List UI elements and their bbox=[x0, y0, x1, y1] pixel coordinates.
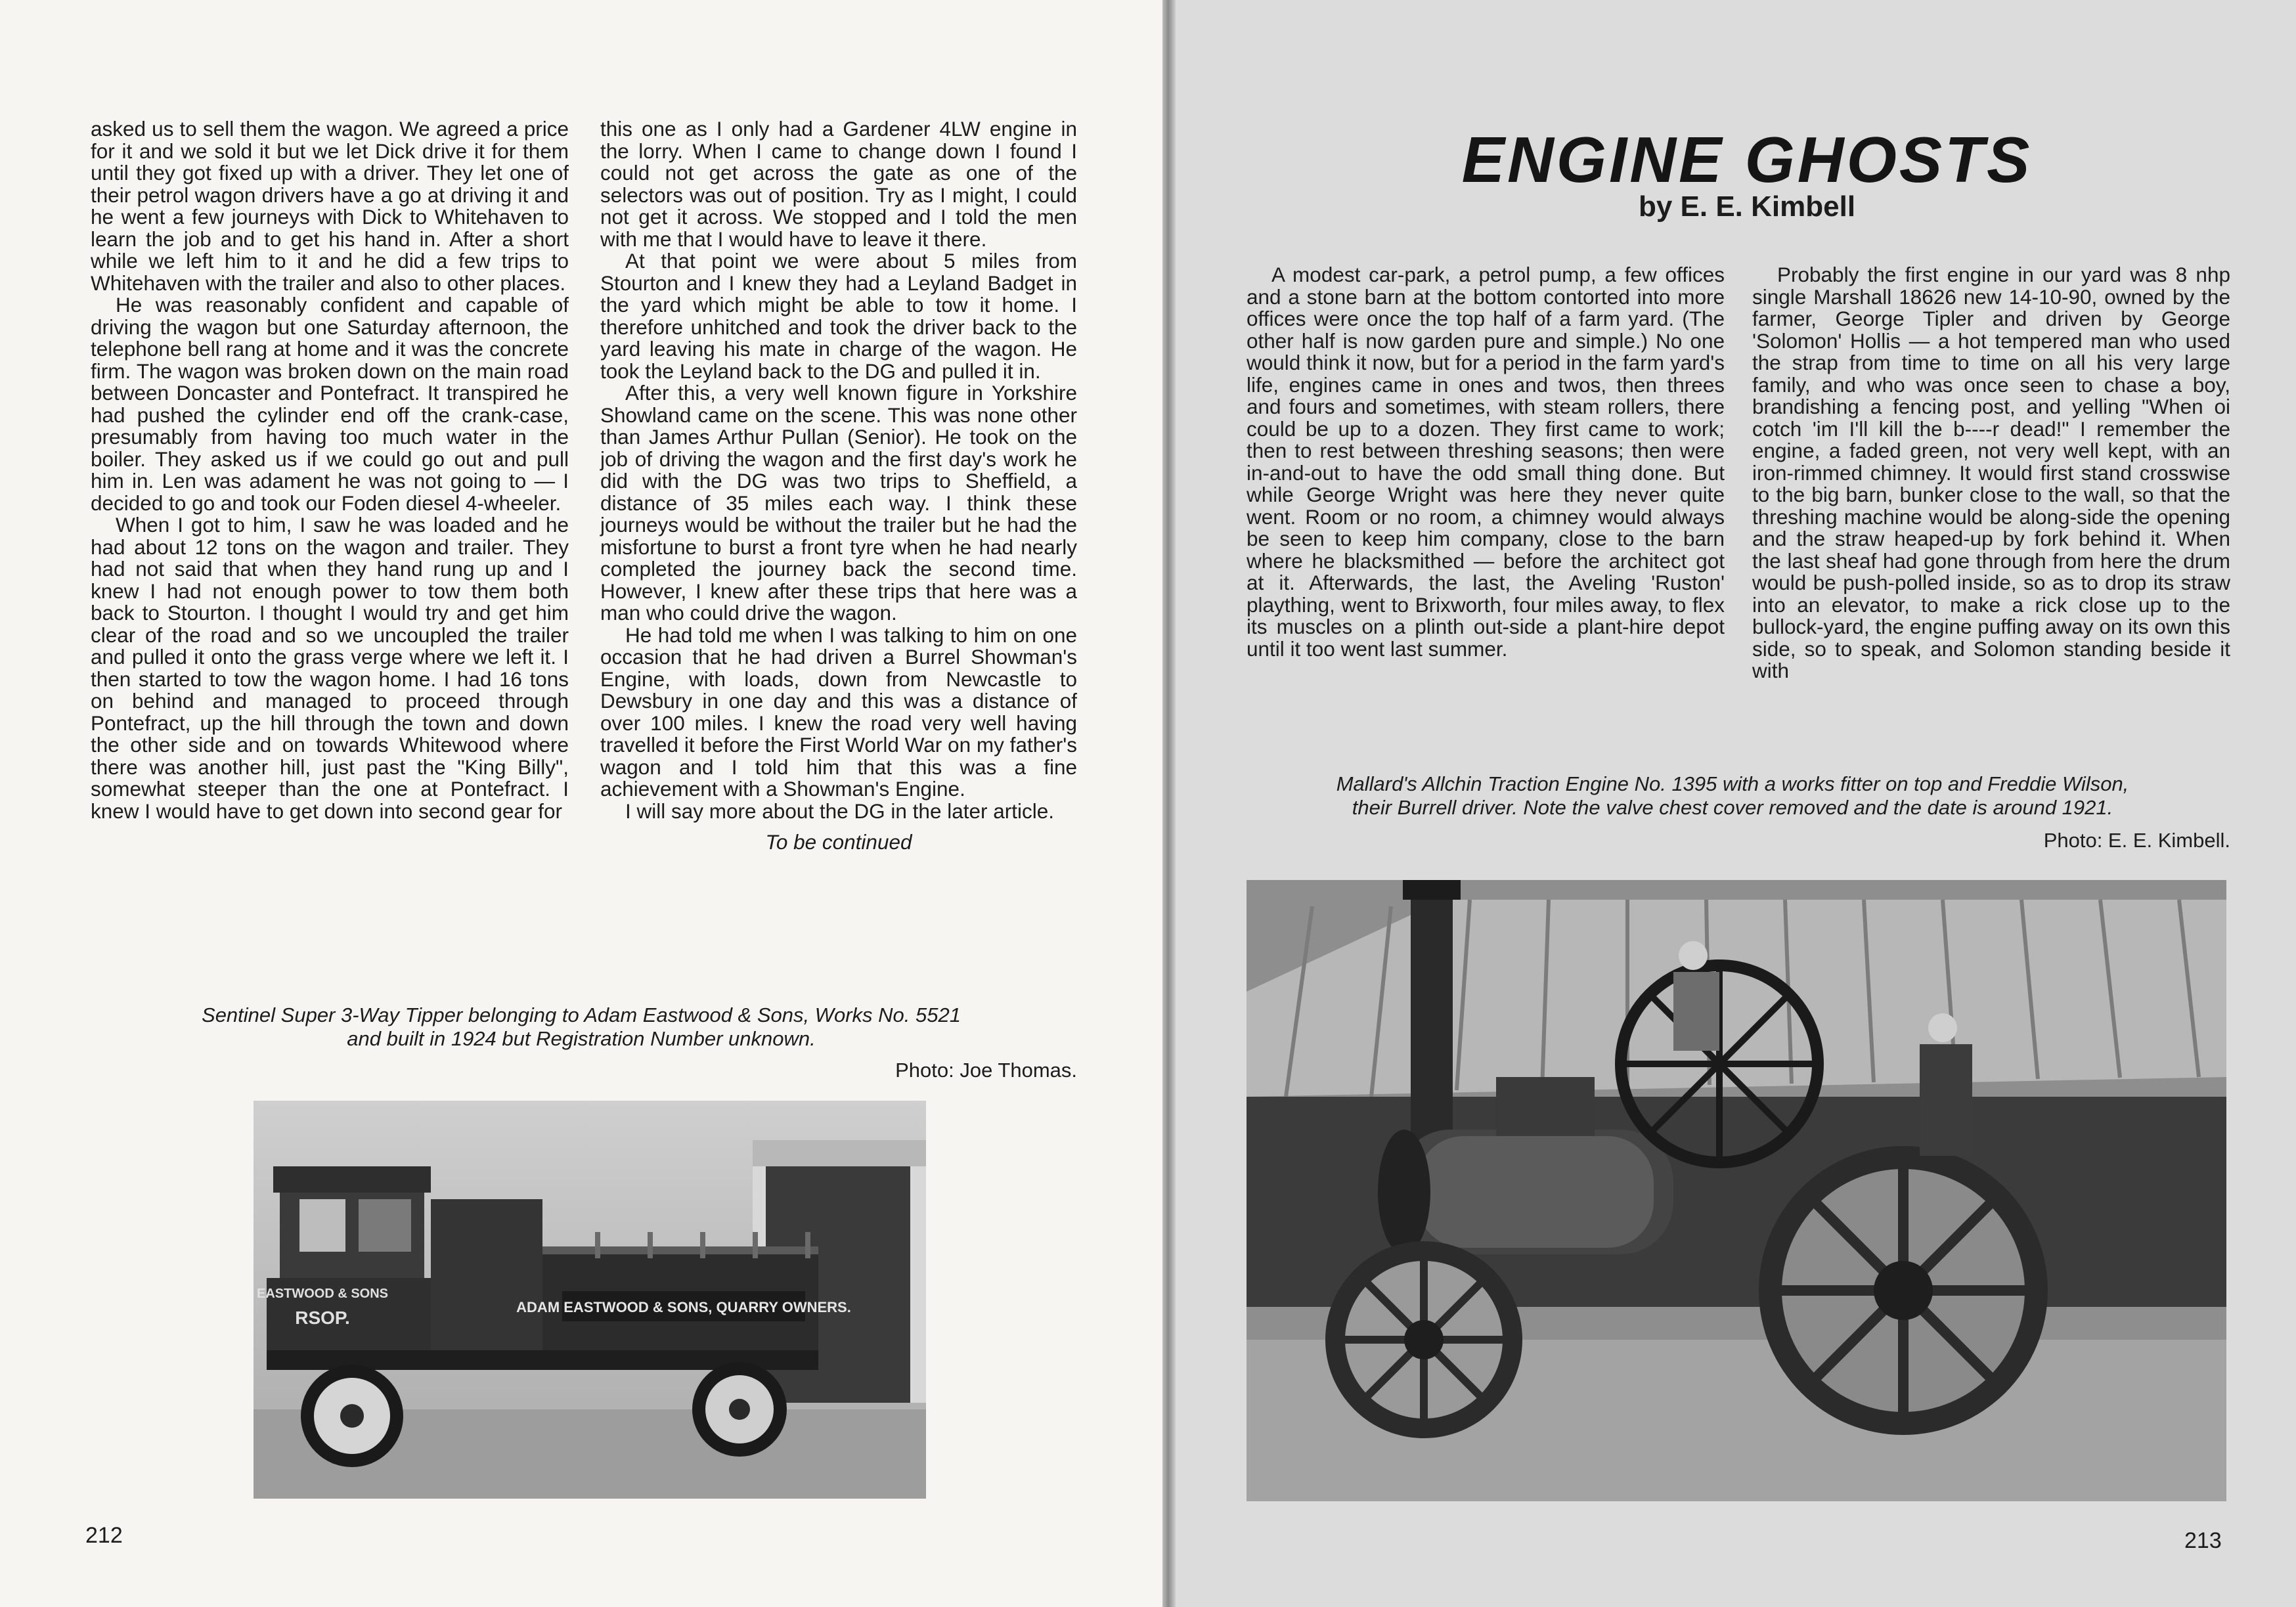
paragraph: After this, a very well known figure in Yorkshire Showland came on the scene. This was none other than James Arthur Pullan (Senior). He took on the job of driving the wagon and the first day's work he did with the DG was two trips to Sheffield, a distance of 35 miles each way. I think these journeys would be without the trailer but he had the misfortune to burst a front tyre when he had nearly completed the journey back the second time. However, I knew after these trips that here was a man who could drive the wagon. bbox=[600, 381, 1077, 625]
rear-wheel bbox=[1759, 1146, 2048, 1435]
paragraph: When I got to him, I saw he was loaded and he had about 12 tons on the wagon and trailer. They had not said that when they hand rung up and I knew I had not enough power to tow them both back to Stourton. I thought I would try and get him clear of the road and so we uncoupled the trailer and pulled it onto the grass verge where we left it. I then started to tow the wagon home. I had 16 tons on behind and managed to proceed through Pontefract, up the hill through the town and down the other side and on towards Whitewood where there was another hill, just past the "King Billy", somewhat steeper than the one at Pontefract. I knew I would have to get down into second gear for bbox=[91, 513, 569, 823]
paragraph: He had told me when I was talking to him on one occasion that he had driven a Burrel Showman's Engine, with loads, down from Newcastle to Dewsbury in one day and this was a distance of over 100 miles. I knew the road very well having travelled it before the First World War on my father's wagon and I told him that this was a fine achievement with a Showman's Engine. bbox=[600, 623, 1077, 801]
traction-engine-photo bbox=[1247, 880, 2226, 1501]
lorry-side-lettering: ADAM EASTWOOD & SONS, QUARRY OWNERS. bbox=[516, 1299, 851, 1315]
page-number: 213 bbox=[2184, 1528, 2222, 1553]
right-article-column-2 bbox=[1752, 264, 2230, 682]
caption-line-1: Sentinel Super 3-Way Tipper belonging to Adam Eastwood & Sons, Works No. 5521 bbox=[202, 1003, 961, 1026]
left-photo-credit: Photo: Joe Thomas. bbox=[895, 1059, 1077, 1082]
right-photo-caption bbox=[1235, 772, 2230, 820]
right-article-column-1 bbox=[1247, 264, 1725, 660]
right-photo-credit: Photo: E. E. Kimbell. bbox=[2043, 829, 2230, 852]
to-be-continued: To be continued bbox=[765, 830, 912, 854]
paragraph: asked us to sell them the wagon. We agreed a price for it and we sold it but we let Dick drive it for them until they got fixed up with a driver. They let one of their petrol wagon drivers have a go at driving it and he went a few journeys with Dick to Whitehaven to learn the job and to get his hand in. After a short while we left him to it and he did a few trips to Whitehaven with the trailer and also to other places. bbox=[91, 117, 569, 295]
caption-line-1: Mallard's Allchin Traction Engine No. 1395 with a works fitter on top and Freddie Wilson, bbox=[1336, 772, 2129, 795]
paragraph: He was reasonably confident and capable of driving the wagon but one Saturday afternoon, the telephone bell rang at home and it was the concrete firm. The wagon was broken down on the main road between Doncaster and Pontefract. It transpired he had pushed the cylinder end off the crank-case, presumably from having too much water in the boiler. They asked us if we could go out and pull him in. Len was adament he was not going to — I decided to go and took our Foden diesel 4-wheeler. bbox=[91, 293, 569, 515]
article-byline: by E. E. Kimbell bbox=[1638, 190, 1856, 223]
caption-line-2: their Burrell driver. Note the valve chest cover removed and the date is around 1921. bbox=[1352, 796, 2113, 819]
lorry-cab-sub-lettering: RSOP. bbox=[295, 1308, 350, 1328]
caption-line-2: and built in 1924 but Registration Number unknown. bbox=[347, 1027, 816, 1050]
traction-engine-illustration bbox=[1247, 880, 2226, 1501]
paragraph: this one as I only had a Gardener 4LW engine in the lorry. When I came to change down I found I could not get across the gate as one of the selectors was out of position. Try as I might, I could not get it across. We stopped and I told the men with me that I would have to leave it there. bbox=[600, 117, 1077, 251]
lorry-cab-lettering: EASTWOOD & SONS bbox=[256, 1287, 389, 1301]
paragraph: I will say more about the DG in the later article. bbox=[625, 799, 1055, 823]
paragraph: At that point we were about 5 miles from Stourton and I knew they had a Leyland Badget in the yard which might be able to tow it home. I therefore unhitched and took the driver back to the yard leaving his mate in charge of the wagon. He took the Leyland back to the DG and pulled it in. bbox=[600, 249, 1077, 383]
front-wheel bbox=[1325, 1241, 1522, 1438]
paragraph: Probably the first engine in our yard was 8 nhp single Marshall 18626 new 14-10-90, owned by the farmer, George Tipler and driven by George 'Solomon' Hollis — a hot tempered man who used the strap from time to time on all his very large family, and who was once seen to chase a boy, brandishing a fencing post, and yelling "When oi cotch 'im I'll kill the b----r dead!" I remember the engine, a faded green, not very well kept, with an iron-rimmed chimney. It would first stand crosswise to the big barn, bunker close to the wall, so that the threshing machine would be along-side the opening and the straw heaped-up by fork behind it. When the last sheaf had gone through from here the drum would be push-polled inside, so as to drop its straw into an elevator, to make a rick close up to the bullock-yard, the engine puffing away on its own this side, so to speak, and Solomon standing beside it with bbox=[1752, 263, 2230, 682]
article-title: ENGINE GHOSTS bbox=[1461, 123, 2033, 196]
page-number: 212 bbox=[85, 1523, 123, 1548]
paragraph: A modest car-park, a petrol pump, a few offices and a stone barn at the bottom contorted into more offices were once the top half of a farm yard. (The other half is now garden pure and simple.) No one would think it now, but for a period in the farm yard's life, engines came in ones and twos, then threes and fours and sometimes, with steam rollers, there could be up to a dozen. They first came to work; then to rest between threshing seasons; then were in-and-out to have the odd small thing done. But while George Wright was here they never quite went. Room or no room, a chimney would always be seen to keep him company, close to the barn where he blacksmithed — before the architect got at it. Afterwards, the last, the Aveling 'Ruston' plaything, went to Brixworth, four miles away, to flex its muscles on a plinth out-side a plant-hire depot until it too went last summer. bbox=[1247, 263, 1725, 661]
